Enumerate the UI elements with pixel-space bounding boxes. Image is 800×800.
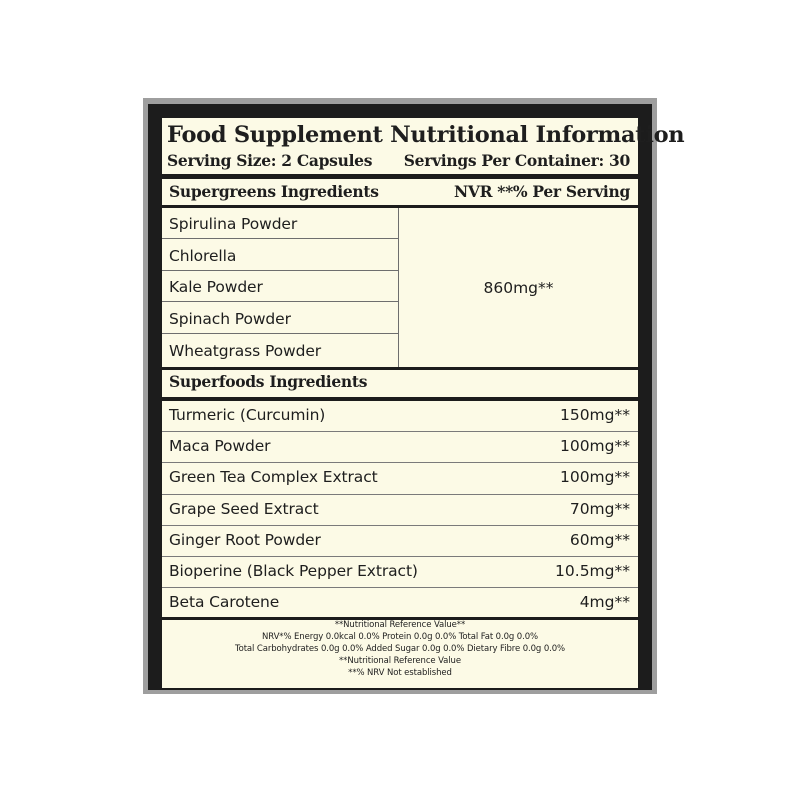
nvr-heading: NVR **% Per Serving <box>454 182 630 201</box>
ingredient-name: Chlorella <box>169 247 237 265</box>
ingredient-name: Spirulina Powder <box>169 215 298 233</box>
footnote-line: NRV*% Energy 0.0kcal 0.0% Protein 0.0g 0.0% Total Fat 0.0g 0.0% <box>261 632 538 642</box>
ingredient-amount: 100mg** <box>559 468 630 486</box>
ingredient-name: Wheatgrass Powder <box>169 342 322 360</box>
superfoods-heading: Superfoods Ingredients <box>169 372 368 391</box>
ingredient-name: Green Tea Complex Extract <box>169 468 378 486</box>
ingredient-name: Maca Powder <box>169 437 271 455</box>
label-title: Food Supplement Nutritional Information <box>167 122 685 148</box>
ingredient-amount: 150mg** <box>559 406 630 424</box>
servings-per-container: Servings Per Container: 30 <box>403 151 630 170</box>
footnote-line: Total Carbohydrates 0.0g 0.0% Added Sugar 0.0g 0.0% Dietary Fibre 0.0g 0.0% <box>234 644 566 654</box>
ingredient-name: Turmeric (Curcumin) <box>169 406 326 424</box>
footnote-line: **Nutritional Reference Value <box>339 656 461 666</box>
ingredient-name: Beta Carotene <box>169 593 280 611</box>
serving-size: Serving Size: 2 Capsules <box>167 151 373 170</box>
ingredient-name: Bioperine (Black Pepper Extract) <box>169 562 418 580</box>
ingredient-name: Ginger Root Powder <box>169 531 321 549</box>
ingredient-amount: 100mg** <box>559 437 630 455</box>
ingredient-amount: 4mg** <box>579 593 630 611</box>
supergreens-combined-amount: 860mg** <box>483 278 554 297</box>
footnote-line: **Nutritional Reference Value** <box>334 620 466 630</box>
footnote-line: **% NRV Not established <box>348 668 452 678</box>
ingredient-amount: 60mg** <box>569 531 630 549</box>
ingredient-amount: 10.5mg** <box>555 562 630 580</box>
thick-divider <box>162 174 638 179</box>
ingredient-name: Kale Powder <box>169 278 263 296</box>
ingredient-name: Grape Seed Extract <box>169 500 319 518</box>
supergreens-heading: Supergreens Ingredients <box>169 182 379 201</box>
ingredient-amount: 70mg** <box>569 500 630 518</box>
ingredient-name: Spinach Powder <box>169 310 291 328</box>
